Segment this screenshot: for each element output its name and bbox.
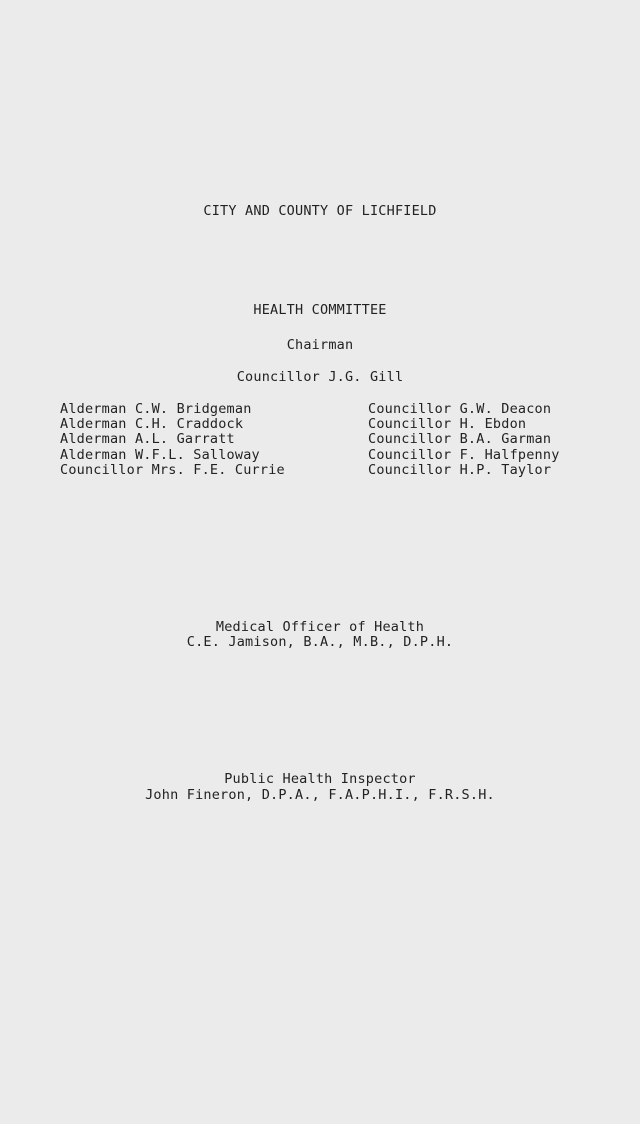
member-left-4: Alderman W.F.L. Salloway bbox=[60, 446, 260, 463]
inspector-name: John Fineron, D.P.A., F.A.P.H.I., F.R.S.H. bbox=[145, 787, 495, 803]
member-left-1: Alderman C.W. Bridgeman bbox=[60, 401, 252, 417]
member-left-5: Councillor Mrs. F.E. Currie bbox=[60, 461, 285, 478]
member-left-3: Alderman A.L. Garratt bbox=[60, 431, 235, 448]
medical-officer-label: Medical Officer of Health bbox=[215, 619, 425, 635]
committee-heading: HEALTH COMMITTEE bbox=[253, 302, 387, 318]
member-right-4: Councillor F. Halfpenny bbox=[368, 446, 560, 463]
member-right-1: Councillor G.W. Deacon bbox=[368, 401, 552, 417]
member-right-5: Councillor H.P. Taylor bbox=[368, 461, 552, 478]
members-left-column bbox=[60, 402, 285, 478]
inspector-label: Public Health Inspector bbox=[224, 771, 416, 787]
member-right-2: Councillor H. Ebdon bbox=[368, 416, 527, 433]
member-right-3: Councillor B.A. Garman bbox=[368, 431, 552, 448]
document-title: CITY AND COUNTY OF LICHFIELD bbox=[203, 203, 437, 219]
medical-officer-name: C.E. Jamison, B.A., M.B., D.P.H. bbox=[186, 634, 454, 650]
member-left-2: Alderman C.H. Craddock bbox=[60, 416, 244, 433]
chairman-label: Chairman bbox=[286, 337, 354, 353]
members-right-column bbox=[368, 402, 560, 478]
chairman-name: Councillor J.G. Gill bbox=[236, 369, 404, 385]
